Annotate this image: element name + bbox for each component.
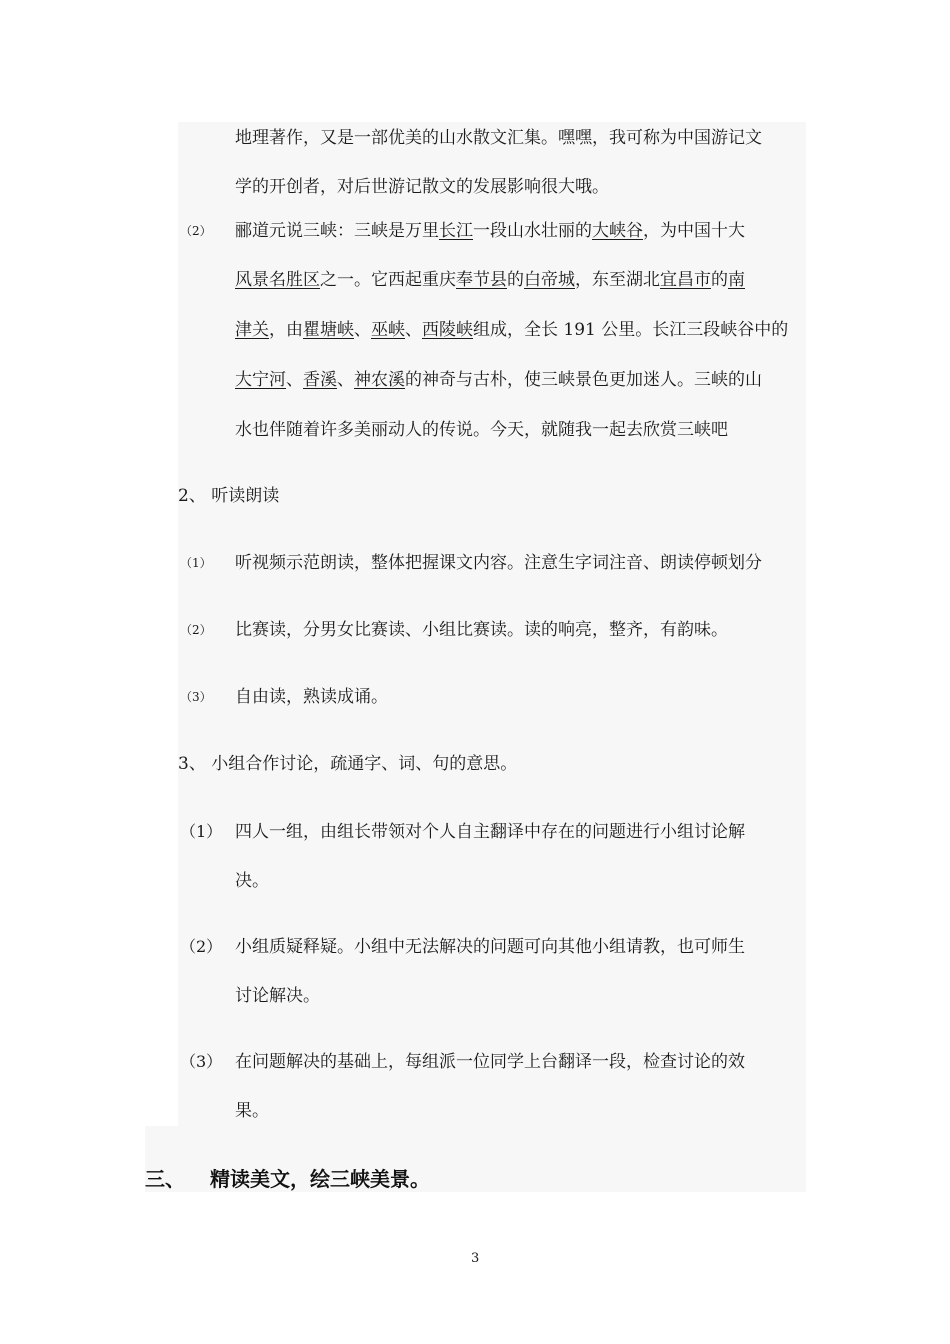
link-fengjing[interactable]: 风景名胜区	[235, 270, 320, 290]
list-item: 比赛读，分男女比赛读、小组比赛读。读的响亮，整齐，有韵味。	[235, 620, 728, 640]
link-baidicheng[interactable]: 白帝城	[524, 270, 575, 290]
link-changjiang[interactable]: 长江	[439, 221, 473, 241]
paragraph-line: 大宁河、香溪、神农溪的神奇与古朴，使三峡景色更加迷人。三峡的山	[235, 370, 762, 390]
link-shennongxi[interactable]: 神农溪	[354, 370, 405, 390]
section-title: 3、 小组合作讨论，疏通字、词、句的意思。	[178, 754, 518, 774]
paragraph-line: 郦道元说三峡：三峡是万里长江一段山水壮丽的大峡谷，为中国十大	[235, 221, 745, 241]
link-daninghe[interactable]: 大宁河	[235, 370, 286, 390]
item-number: （2）	[180, 937, 223, 956]
link-xilingxia[interactable]: 西陵峡	[422, 320, 473, 340]
link-wuxia[interactable]: 巫峡	[371, 320, 405, 340]
item-number: （3）	[180, 690, 212, 704]
link-fengjiexian[interactable]: 奉节县	[456, 270, 507, 290]
list-item: 四人一组，由组长带领对个人自主翻译中存在的问题进行小组讨论解	[235, 822, 745, 842]
item-number: （2）	[180, 623, 212, 637]
link-daxiagu[interactable]: 大峡谷	[592, 221, 643, 241]
item-number: （1）	[180, 822, 223, 841]
item-number: （2）	[180, 224, 212, 238]
section-title: 2、 听读朗读	[178, 486, 280, 506]
link-yichang[interactable]: 宜昌市	[660, 270, 711, 290]
paragraph-line: 水也伴随着许多美丽动人的传说。今天，就随我一起去欣赏三峡吧	[235, 420, 728, 440]
list-item: 决。	[235, 871, 269, 891]
item-number: （3）	[180, 1052, 223, 1071]
list-item: 果。	[235, 1101, 269, 1121]
list-item: 小组质疑释疑。小组中无法解决的问题可向其他小组请教，也可师生	[235, 937, 745, 957]
item-number: （1）	[180, 556, 212, 570]
paragraph-line: 学的开创者，对后世游记散文的发展影响很大哦。	[235, 177, 609, 197]
list-item: 自由读，熟读成诵。	[235, 687, 388, 707]
link-qutangxia[interactable]: 瞿塘峡	[303, 320, 354, 340]
page-number: 3	[471, 1251, 480, 1266]
paragraph-line: 地理著作，又是一部优美的山水散文汇集。嘿嘿，我可称为中国游记文	[235, 128, 762, 148]
link-nanjinguan-b[interactable]: 津关	[235, 320, 269, 340]
heading-title: 精读美文，绘三峡美景。	[210, 1167, 430, 1191]
heading-number: 三、	[145, 1167, 185, 1191]
link-xiangxi[interactable]: 香溪	[303, 370, 337, 390]
paragraph-line: 津关，由瞿塘峡、巫峡、西陵峡组成，全长 191 公里。长江三段峡谷中的	[235, 320, 789, 340]
link-nanjinguan-a[interactable]: 南	[728, 270, 745, 290]
list-item: 讨论解决。	[235, 986, 320, 1006]
list-item: 在问题解决的基础上，每组派一位同学上台翻译一段，检查讨论的效	[235, 1052, 745, 1072]
paragraph-line: 风景名胜区之一。它西起重庆奉节县的白帝城，东至湖北宜昌市的南	[235, 270, 745, 290]
list-item: 听视频示范朗读，整体把握课文内容。注意生字词注音、朗读停顿划分	[235, 553, 762, 573]
